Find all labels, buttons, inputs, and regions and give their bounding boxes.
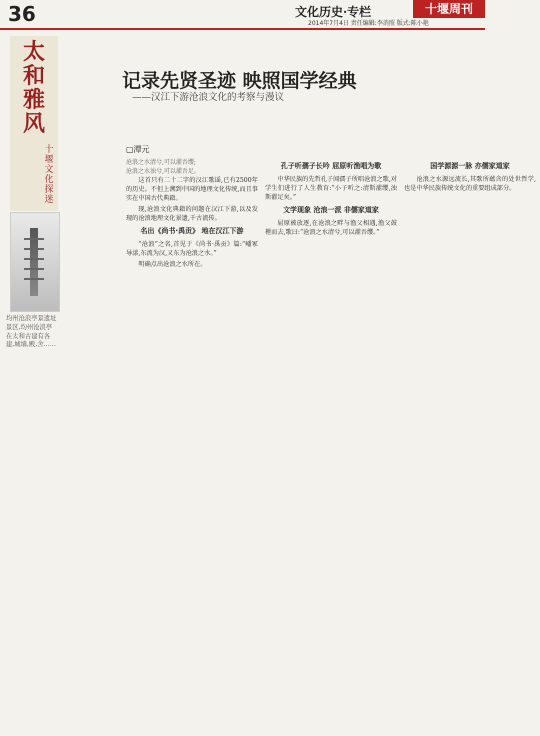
article-column-1 xyxy=(126,158,258,271)
lead-quote-1: 沧浪之水清兮,可以濯吾缨; xyxy=(126,159,196,166)
article-column-3 xyxy=(404,158,536,195)
article-body xyxy=(126,158,540,736)
section-heading: 文学现象 沧浪一派 非儒家道家 xyxy=(283,206,379,214)
paragraph: 现,沧浪文化典籍的问题在汉江下游,以及发现的沧浪地理文化景遗,千古流传。 xyxy=(126,206,258,222)
article-subtitle: ——汉江下游沧浪文化的考察与漫议 xyxy=(132,92,285,103)
paragraph: “沧浪”之名,首见于《尚书·禹贡》篇:“嶓冢导漾,东流为汉,又东为沧浪之水。” xyxy=(126,241,258,257)
section-heading: 孔子听孺子长吟 屈原听渔唱为歌 xyxy=(280,162,382,170)
article xyxy=(64,36,536,700)
lead-quote-2: 沧浪之水浊兮,可以濯吾足。 xyxy=(126,168,200,175)
article-column-2 xyxy=(265,158,397,239)
photo-caption: 均州沧浪亭景遗址景区,均州沧浪亭在太和古建有各建,城墙,殿,舍…… xyxy=(6,315,57,349)
page-number: 36 xyxy=(8,2,36,26)
dateline: 2014年7月4日 责任编辑:李消照 版式:陈小艳 xyxy=(308,20,429,27)
article-title: 记录先贤圣迹 映照国学经典 xyxy=(122,70,357,92)
page-header xyxy=(0,0,485,30)
paragraph: 明确点出沧浪之水所在。 xyxy=(138,261,207,268)
article-author: ▢潭元 xyxy=(126,145,150,154)
section-heading: 国学源源一脉 亦儒家道家 xyxy=(430,162,510,170)
section-heading: 名出《尚书·禹贡》 地在汉江下游 xyxy=(140,227,244,235)
column-subtitle: 十堰文化探迷 xyxy=(44,145,54,205)
brand-badge: 十堰周刊 xyxy=(413,0,485,18)
paragraph: 沧浪之水源远流长,其歌所蕴含的处世哲学,也是中华民族传统文化的重要组成部分。 xyxy=(404,176,536,192)
pagoda-icon xyxy=(30,228,38,296)
column-title: 太和雅风 xyxy=(22,39,45,137)
paragraph: 屈原被放逐,在沧浪之畔与渔父相遇,渔父鼓枻而去,歌曰:“沧浪之水清兮,可以濯吾缨。” xyxy=(265,220,397,236)
section-title: 文化历史·专栏 xyxy=(295,5,372,19)
paragraph: 这首只有二十二字的汉江歌谣,已有2500年的历史。不但上溯到中国的地理文化传统,而且事实在中国古代典籍。 xyxy=(126,177,258,202)
paragraph: 中华民族的先哲孔子闻孺子所唱沧浪之歌,对学生们进行了人生教育:“小子听之:清斯濯缨,浊斯濯足矣。” xyxy=(265,176,397,201)
